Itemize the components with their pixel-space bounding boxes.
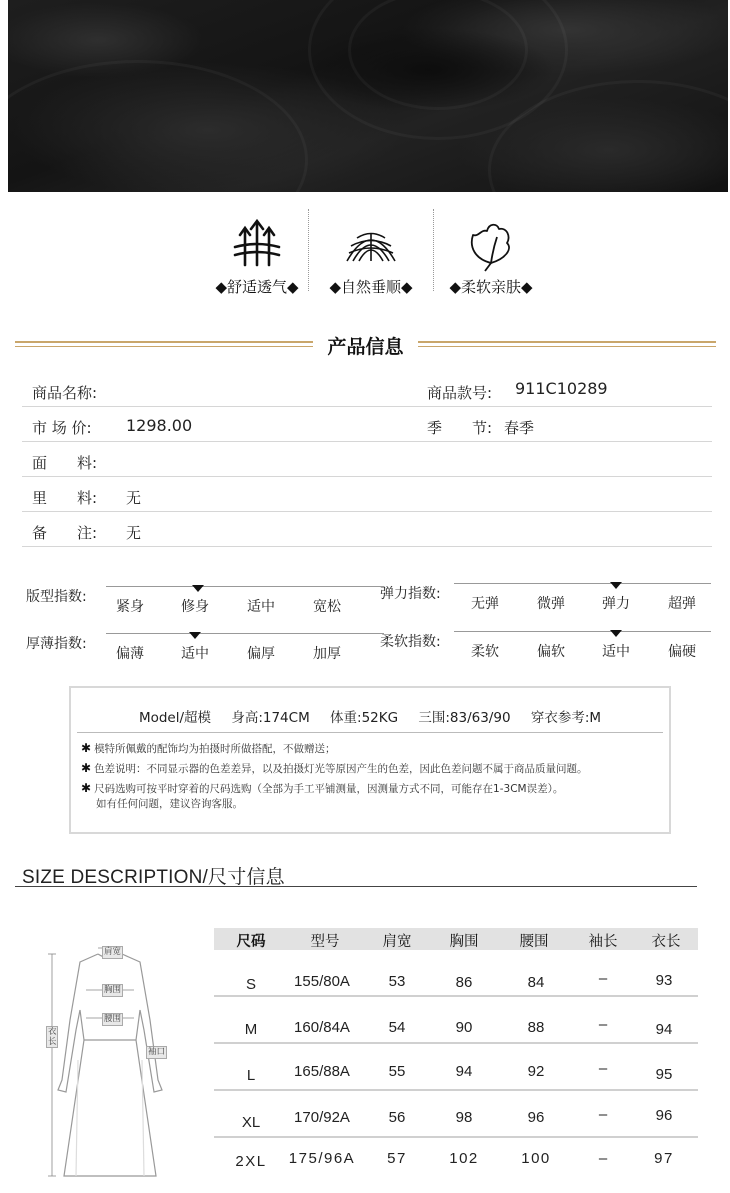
header-cell: 胸围	[449, 934, 479, 950]
note-extra: 如有任何问题，建议咨询客服。	[96, 798, 243, 810]
softness-option: 柔软	[471, 644, 499, 660]
shoulder-cell: 56	[388, 1109, 406, 1126]
model-weight: 体重:52KG	[330, 710, 399, 726]
shoulder-label: 肩宽	[104, 947, 122, 957]
note-item	[81, 761, 588, 776]
model-cell: 175/96A	[288, 1150, 356, 1167]
header-cell: 袖长	[588, 934, 618, 950]
star-icon: ✱	[81, 781, 92, 795]
header-cell: 型号	[310, 934, 340, 950]
name-label: 商品名称:	[32, 384, 98, 402]
lining-value: 无	[126, 489, 142, 507]
size-cell: XL	[241, 1114, 261, 1131]
table-row	[214, 997, 698, 1044]
fit-option: 修身	[181, 599, 209, 615]
divider	[418, 341, 716, 347]
sleeve-cell: –	[598, 1150, 608, 1167]
header-cell: 肩宽	[382, 934, 412, 950]
shoulder-cell: 55	[388, 1063, 406, 1080]
style-no-value: 911C10289	[515, 379, 608, 398]
model-cell: 155/80A	[294, 973, 350, 990]
season-label: 季 节:	[427, 419, 493, 437]
feature-label: ◆舒适透气◆	[215, 278, 299, 296]
season-value: 春季	[504, 419, 535, 437]
waist-cell: 88	[527, 1019, 545, 1036]
model-cell: 170/92A	[294, 1109, 350, 1126]
note-text: 模特所佩戴的配饰均为拍摄时所做搭配，不做赠送；	[94, 743, 336, 755]
shoulder-cell: 57	[387, 1150, 407, 1167]
softness-option: 偏硬	[668, 644, 696, 660]
fit-index-title: 版型指数:	[26, 589, 87, 605]
selected-marker	[610, 582, 622, 589]
size-cell: S	[245, 976, 257, 993]
model-cell: 165/88A	[294, 1063, 350, 1080]
thickness-option: 偏薄	[116, 646, 144, 662]
breathable-icon	[227, 213, 287, 273]
remark-label: 备 注:	[32, 524, 98, 542]
chest-cell: 90	[455, 1019, 473, 1036]
shoulder-cell: 54	[388, 1019, 406, 1036]
dress-diagram	[40, 940, 180, 1180]
scale-bar	[454, 631, 711, 633]
note-text: 色差说明：不同显示器的色差差异，以及拍摄灯光等原因产生的色差，因此色差问题不属于商品质量问题。	[94, 763, 588, 775]
feature-drape	[309, 205, 433, 296]
size-table-header	[214, 928, 698, 950]
note-item	[81, 741, 336, 756]
header-cell: 衣长	[651, 934, 681, 950]
size-cell: M	[244, 1021, 258, 1038]
thickness-option: 偏厚	[247, 646, 275, 662]
header-cell: 腰围	[519, 934, 549, 950]
waist-cell: 96	[527, 1109, 545, 1126]
model-info-line	[71, 706, 669, 726]
feature-soft	[429, 205, 553, 296]
style-no-label: 商品款号:	[427, 384, 493, 402]
table-row	[214, 1044, 698, 1091]
elastic-option: 超弹	[668, 596, 696, 612]
softness-index-title: 柔软指数:	[380, 634, 441, 650]
waist-cell: 92	[527, 1063, 545, 1080]
header-cell: 尺码	[236, 934, 266, 950]
thickness-option: 适中	[181, 646, 209, 662]
product-info-title: 产品信息	[327, 336, 404, 358]
elastic-option: 微弹	[537, 596, 565, 612]
info-row	[22, 512, 712, 547]
length-cell: 95	[655, 1066, 673, 1083]
product-info-header	[0, 330, 730, 360]
sleeve-cell: –	[598, 1106, 608, 1123]
elastic-option: 无弹	[471, 596, 499, 612]
selected-marker	[189, 632, 201, 639]
price-label: 市 场 价:	[32, 419, 92, 437]
waist-cell: 84	[527, 974, 545, 991]
drape-icon	[341, 213, 401, 273]
size-heading: SIZE DESCRIPTION/尺寸信息	[22, 867, 285, 888]
feature-breathable	[195, 205, 319, 296]
waist-cell: 100	[521, 1150, 551, 1167]
info-row	[22, 372, 712, 407]
length-label: 衣长	[48, 1027, 57, 1047]
product-info-table	[22, 372, 712, 547]
info-row	[22, 477, 712, 512]
length-cell: 97	[654, 1150, 674, 1167]
fabric-photo	[8, 0, 728, 192]
thickness-option: 加厚	[313, 646, 341, 662]
chest-cell: 94	[455, 1063, 473, 1080]
model-cell: 160/84A	[294, 1019, 350, 1036]
dress-outline	[40, 940, 180, 1180]
scale-bar	[106, 633, 384, 635]
table-row	[214, 1091, 698, 1138]
sleeve-cell: –	[598, 1016, 608, 1033]
lining-label: 里 料:	[32, 489, 98, 507]
waist-label: 腰围	[104, 1014, 122, 1024]
size-cell: 2XL	[235, 1153, 267, 1170]
feature-icons	[0, 205, 730, 305]
elastic-index-title: 弹力指数:	[380, 586, 441, 602]
shoulder-cell: 53	[388, 973, 406, 990]
selected-marker	[192, 585, 204, 592]
table-row	[214, 1138, 698, 1174]
price-value: 1298.00	[126, 416, 193, 435]
model-size-ref: 穿衣参考:M	[530, 710, 602, 726]
softness-option: 适中	[602, 644, 630, 660]
divider	[15, 886, 697, 887]
star-icon: ✱	[81, 741, 92, 755]
divider	[15, 341, 313, 347]
leaf-icon	[461, 213, 521, 273]
chest-cell: 86	[455, 974, 473, 991]
remark-value: 无	[126, 524, 142, 542]
thickness-index-title: 厚薄指数:	[26, 636, 87, 652]
info-row	[22, 442, 712, 477]
cuff-label: 袖口	[148, 1047, 166, 1057]
sleeve-cell: –	[598, 1060, 608, 1077]
divider	[77, 732, 663, 733]
table-row	[214, 950, 698, 997]
length-cell: 94	[655, 1021, 673, 1038]
length-cell: 93	[655, 972, 673, 989]
chest-cell: 102	[449, 1150, 479, 1167]
selected-marker	[610, 630, 622, 637]
model-measurements: 三围:83/63/90	[418, 710, 511, 726]
model-label: Model/超模	[138, 710, 212, 726]
scale-bar	[106, 586, 384, 588]
feature-label: ◆柔软亲肤◆	[449, 278, 533, 296]
fabric-label: 面 料:	[32, 454, 98, 472]
sleeve-cell: –	[598, 970, 608, 987]
model-notes-box	[69, 686, 671, 834]
feature-label: ◆自然垂顺◆	[329, 278, 413, 296]
model-height: 身高:174CM	[231, 710, 310, 726]
length-cell: 96	[655, 1107, 673, 1124]
note-item	[81, 781, 563, 796]
chest-cell: 98	[455, 1109, 473, 1126]
star-icon: ✱	[81, 761, 92, 775]
scale-bar	[454, 583, 711, 585]
info-row	[22, 407, 712, 442]
elastic-option: 弹力	[602, 596, 630, 612]
note-text: 尺码选购可按平时穿着的尺码选购（全部为手工平铺测量，因测量方式不同，可能存在1-3CM误差）。	[94, 783, 564, 795]
softness-option: 偏软	[537, 644, 565, 660]
size-cell: L	[246, 1067, 256, 1084]
fit-option: 宽松	[313, 599, 341, 615]
size-table	[214, 928, 698, 1174]
fit-option: 紧身	[116, 599, 144, 615]
fit-option: 适中	[247, 599, 275, 615]
chest-label: 胸围	[104, 985, 122, 995]
